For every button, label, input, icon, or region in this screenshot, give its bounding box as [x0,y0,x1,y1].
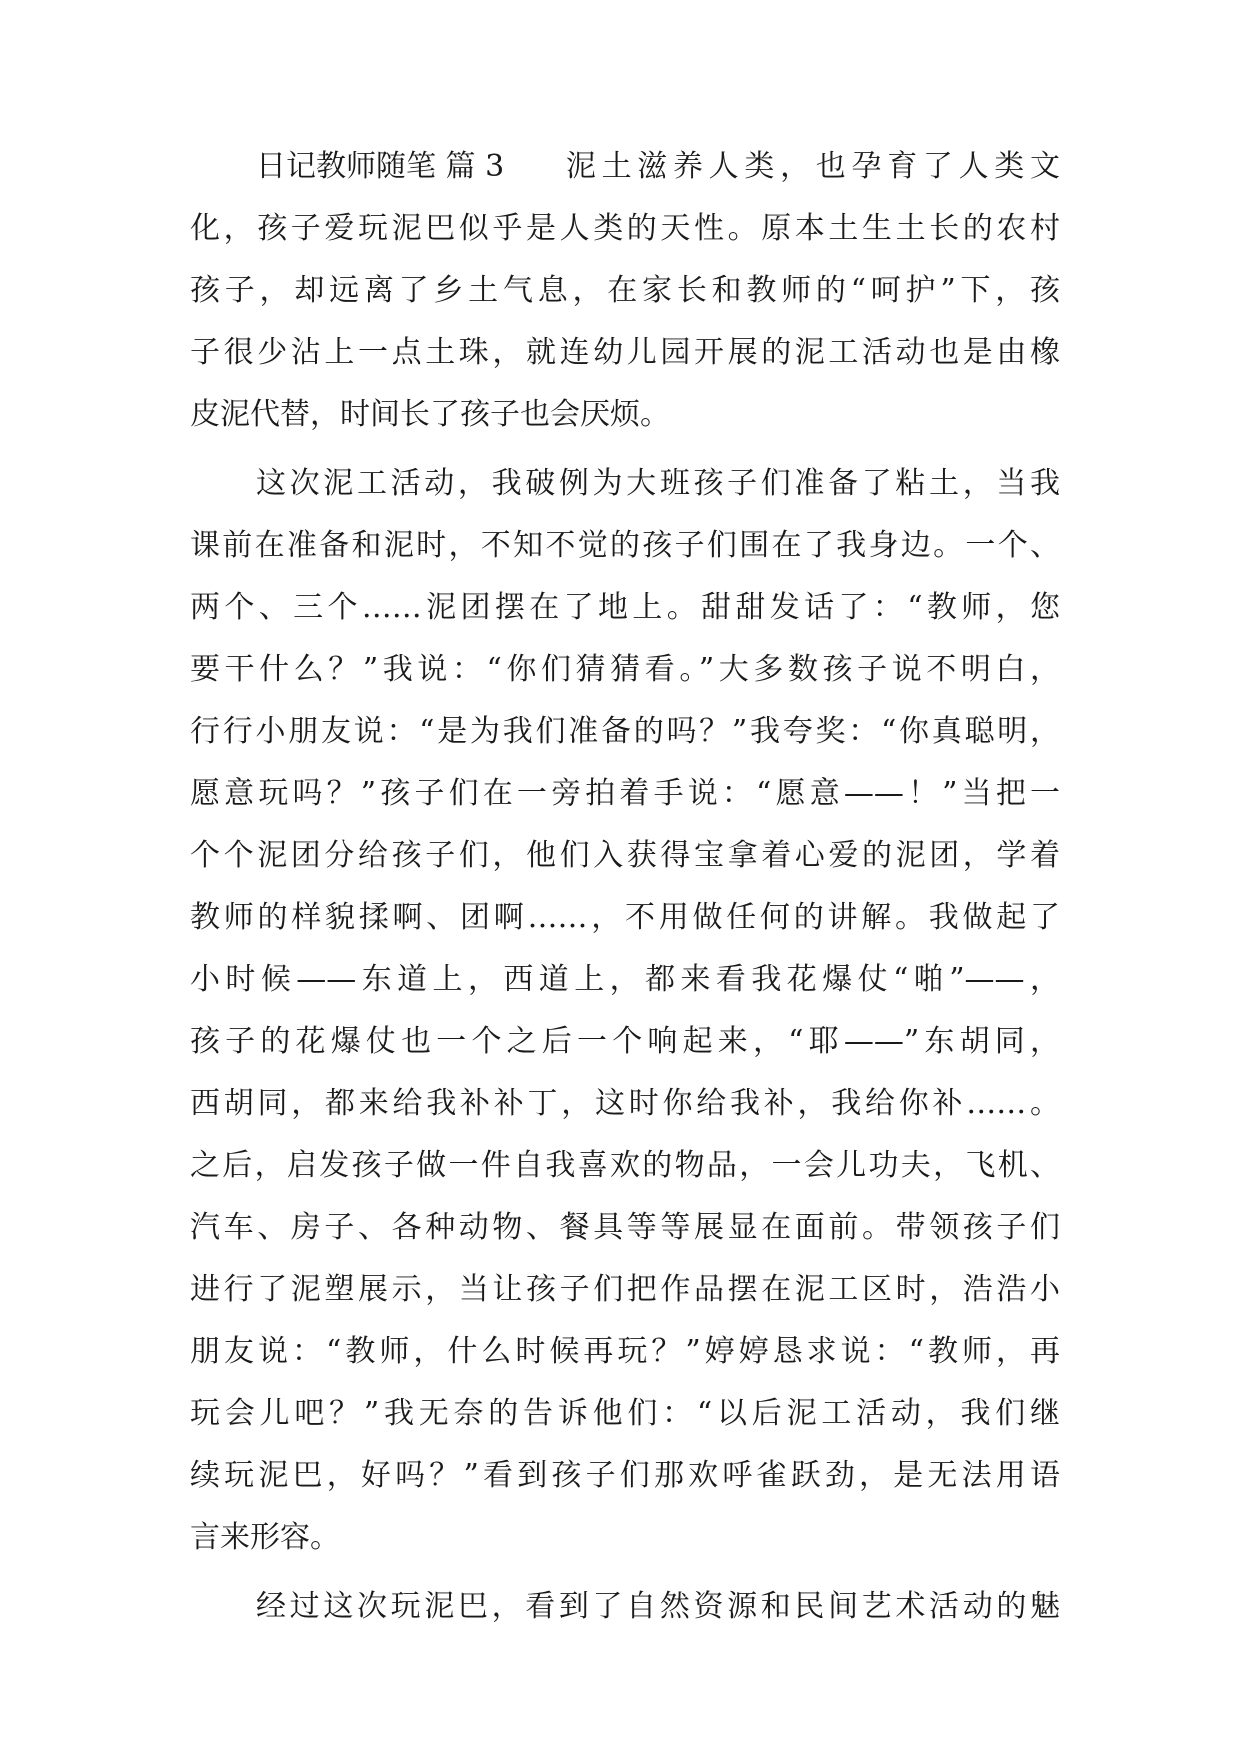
paragraph-3-line-1: 经过这次玩泥巴，看到了自然资源和民间艺术活动的魅 [256,1589,1060,1624]
paragraph-2-line-14: 进行了泥塑展示，当让孩子们把作品摆在泥工区时，浩浩小 [190,1272,1060,1307]
paragraph-1-line-3: 孩子，却远离了乡土气息，在家长和教师的“呵护”下，孩 [190,273,1060,308]
line-text: 泥土滋养人类，也孕育了人类文 [560,149,1060,184]
paragraph-2-line-17: 续玩泥巴，好吗？”看到孩子们那欢呼雀跃劲，是无法用语 [190,1458,1060,1493]
paragraph-2-line-18: 言来形容。 [190,1520,340,1555]
paragraph-2-line-12: 之后，启发孩子做一件自我喜欢的物品，一会儿功夫，飞机、 [190,1148,1060,1183]
paragraph-2-line-6: 愿意玩吗？”孩子们在一旁拍着手说：“愿意——！”当把一 [190,776,1060,811]
paragraph-1-line-1 [256,136,1060,198]
paragraph-2-line-2: 课前在准备和泥时，不知不觉的孩子们围在了我身边。一个、 [190,528,1060,563]
paragraph-1-line-4: 子很少沾上一点土珠，就连幼儿园开展的泥工活动也是由橡 [190,335,1060,370]
paragraph-2-line-11: 西胡同，都来给我补补丁，这时你给我补，我给你补……。 [190,1086,1060,1121]
paragraph-2-line-13: 汽车、房子、各种动物、餐具等等展显在面前。带领孩子们 [190,1210,1060,1245]
paragraph-2-line-9: 小时候——东道上，西道上，都来看我花爆仗“啪”——， [190,962,1060,997]
section-title: 日记教师随笔 篇 3 [256,149,505,184]
paragraph-2-line-10: 孩子的花爆仗也一个之后一个响起来，“耶——”东胡同， [190,1024,1060,1059]
paragraph-2-line-3: 两个、三个……泥团摆在了地上。甜甜发话了：“教师，您 [190,590,1060,625]
paragraph-2-line-5: 行行小朋友说：“是为我们准备的吗？”我夸奖：“你真聪明， [190,714,1060,749]
paragraph-1-line-2: 化，孩子爱玩泥巴似乎是人类的天性。原本土生土长的农村 [190,211,1060,246]
paragraph-2-line-8: 教师的样貌揉啊、团啊……，不用做任何的讲解。我做起了 [190,900,1060,935]
paragraph-1-line-5: 皮泥代替，时间长了孩子也会厌烦。 [190,397,670,432]
paragraph-2-line-4: 要干什么？”我说：“你们猜猜看。”大多数孩子说不明白， [190,652,1060,687]
paragraph-2-line-1: 这次泥工活动，我破例为大班孩子们准备了粘土，当我 [256,466,1060,501]
paragraph-2-line-15: 朋友说：“教师，什么时候再玩？”婷婷恳求说：“教师，再 [190,1334,1060,1369]
paragraph-2-line-16: 玩会儿吧？”我无奈的告诉他们：“以后泥工活动，我们继 [190,1396,1060,1431]
paragraph-2-line-7: 个个泥团分给孩子们，他们入获得宝拿着心爱的泥团，学着 [190,838,1060,873]
